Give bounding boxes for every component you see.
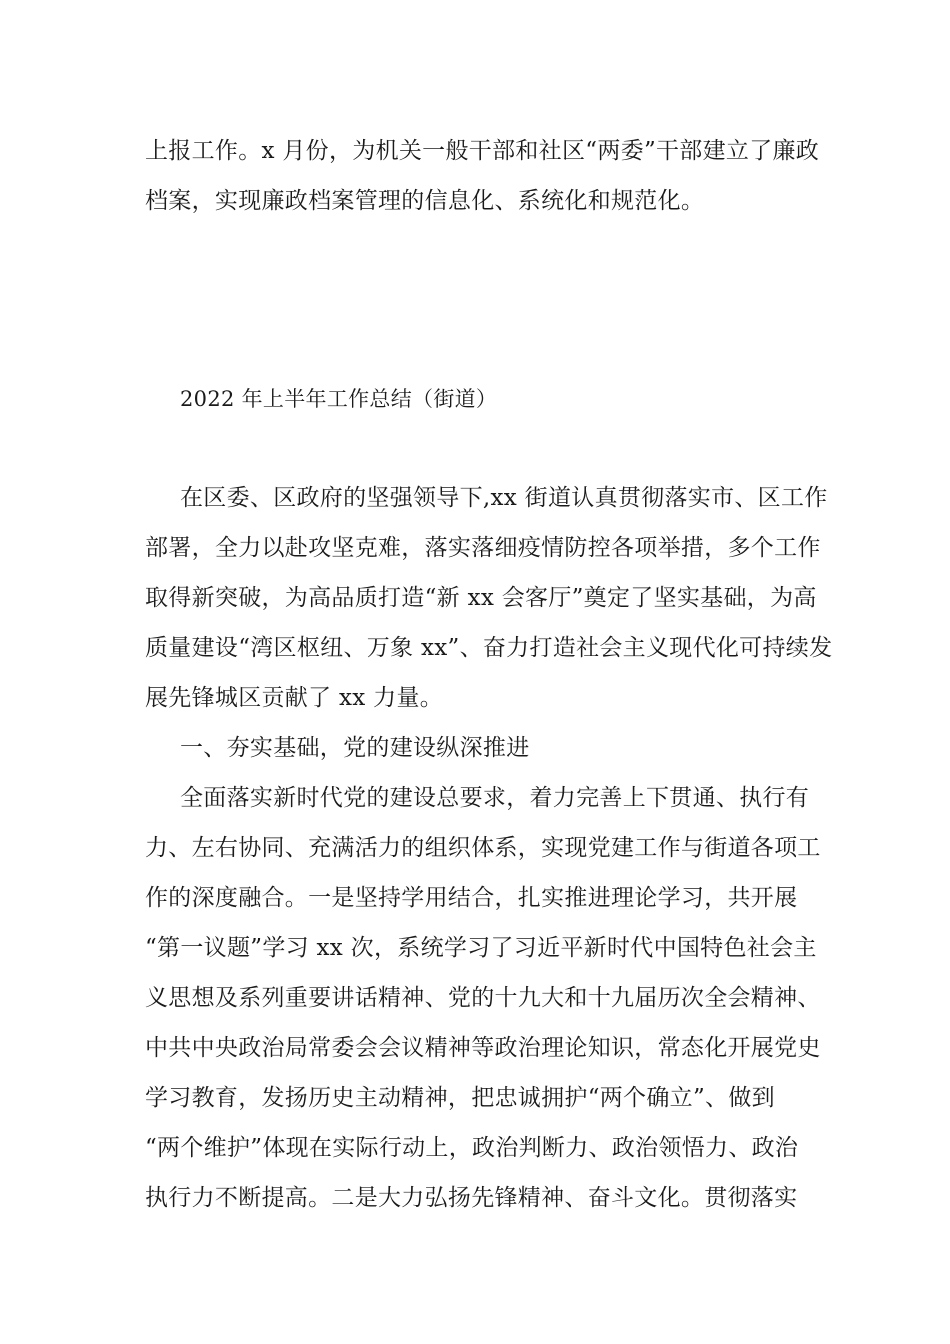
paragraph-line: 档案，实现廉政档案管理的信息化、系统化和规范化。 <box>145 188 705 214</box>
paragraph-line: 学习教育，发扬历史主动精神，把忠诚拥护“两个确立”、做到 <box>145 1085 775 1111</box>
section-heading: 一、夯实基础，党的建设纵深推进 <box>180 735 530 761</box>
paragraph-line: 力、左右协同、充满活力的组织体系，实现党建工作与街道各项工 <box>145 835 821 861</box>
paragraph-line: 质量建设“湾区枢纽、万象 xx”、奋力打造社会主义现代化可持续发 <box>145 635 833 661</box>
paragraph-line: 在区委、区政府的坚强领导下,xx 街道认真贯彻落实市、区工作 <box>180 485 828 511</box>
paragraph-line: 作的深度融合。一是坚持学用结合，扎实推进理论学习，共开展 <box>145 885 798 911</box>
paragraph-line: 取得新突破，为高品质打造“新 xx 会客厅”奠定了坚实基础，为高 <box>145 585 817 611</box>
paragraph-line: 义思想及系列重要讲话精神、党的十九大和十九届历次全会精神、 <box>145 985 821 1011</box>
paragraph-line: “两个维护”体现在实际行动上，政治判断力、政治领悟力、政治 <box>145 1135 799 1161</box>
paragraph-line: 展先锋城区贡献了 xx 力量。 <box>145 685 444 711</box>
paragraph-line: “第一议题”学习 xx 次，系统学习了习近平新时代中国特色社会主 <box>145 935 817 961</box>
paragraph-line: 中共中央政治局常委会会议精神等政治理论知识，常态化开展党史 <box>145 1035 821 1061</box>
paragraph-line: 部署，全力以赴攻坚克难，落实落细疫情防控各项举措，多个工作 <box>145 535 821 561</box>
paragraph-line: 全面落实新时代党的建设总要求，着力完善上下贯通、执行有 <box>180 785 810 811</box>
paragraph-line: 上报工作。x 月份，为机关一般干部和社区“两委”干部建立了廉政 <box>145 138 820 164</box>
document-title: 2022 年上半年工作总结（街道） <box>180 387 498 411</box>
paragraph-line: 执行力不断提高。二是大力弘扬先锋精神、奋斗文化。贯彻落实 <box>145 1185 798 1211</box>
